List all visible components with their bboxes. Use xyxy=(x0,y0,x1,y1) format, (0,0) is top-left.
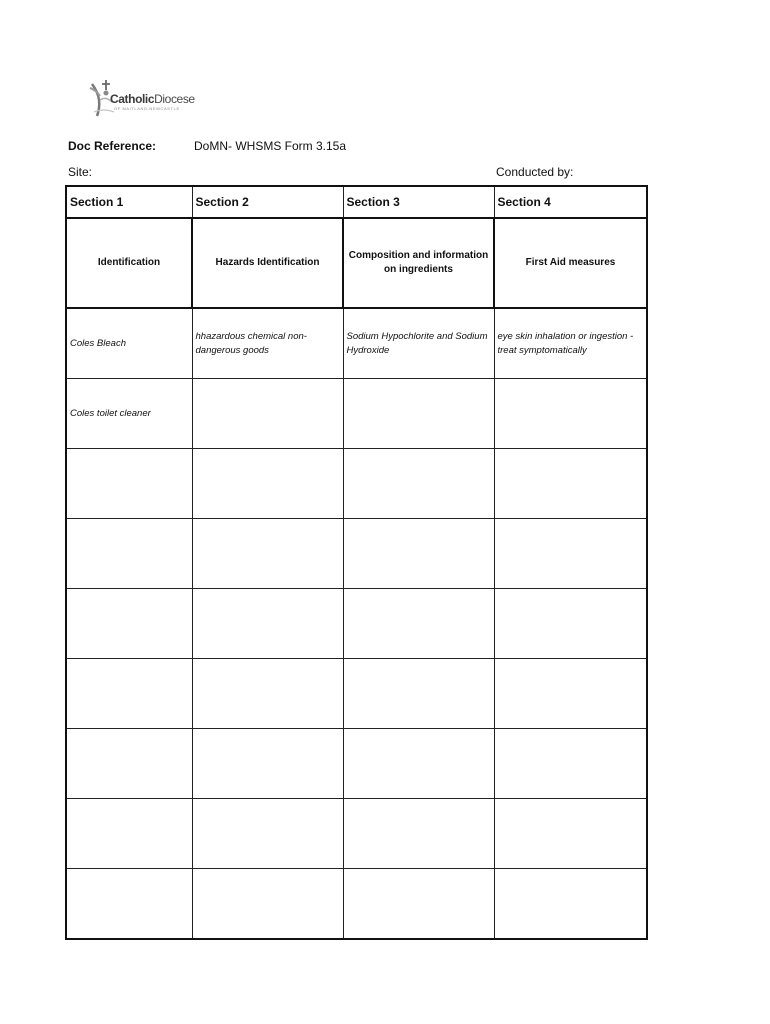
doc-reference-value: DoMN- WHSMS Form 3.15a xyxy=(194,139,347,153)
hazards-cell[interactable] xyxy=(192,449,343,519)
logo-subtitle: OF MAITLAND-NEWCASTLE xyxy=(114,106,180,111)
table-row xyxy=(66,869,647,940)
composition-cell[interactable] xyxy=(343,729,494,799)
section-1-cell: Section 1 xyxy=(66,186,192,218)
first-aid-cell[interactable] xyxy=(494,729,647,799)
first-aid-cell[interactable] xyxy=(494,589,647,659)
hazards-cell[interactable] xyxy=(192,799,343,869)
hazards-cell[interactable] xyxy=(192,659,343,729)
catholic-diocese-logo xyxy=(86,78,196,120)
composition-cell[interactable] xyxy=(343,799,494,869)
logo-word-diocese: Diocese xyxy=(154,92,195,106)
first-aid-cell[interactable]: eye skin inhalation or ingestion - treat symptomatically xyxy=(494,308,647,379)
composition-cell[interactable] xyxy=(343,869,494,940)
identification-cell[interactable]: Coles Bleach xyxy=(66,308,192,379)
identification-cell[interactable]: Coles toilet cleaner xyxy=(66,379,192,449)
composition-cell[interactable] xyxy=(343,659,494,729)
composition-cell[interactable] xyxy=(343,379,494,449)
hazards-cell[interactable] xyxy=(192,379,343,449)
first-aid-heading: First Aid measures xyxy=(494,218,647,308)
table-row xyxy=(66,799,647,869)
hazards-cell[interactable] xyxy=(192,589,343,659)
doc-reference-label: Doc Reference: xyxy=(68,139,157,153)
section-header-row xyxy=(66,186,647,218)
hazards-cell[interactable]: hhazardous chemical non-dangerous goods xyxy=(192,308,343,379)
first-aid-cell[interactable] xyxy=(494,519,647,589)
hazards-cell[interactable] xyxy=(192,519,343,589)
composition-heading: Composition and information on ingredients xyxy=(343,218,494,308)
column-heading-row xyxy=(66,218,647,308)
table-row xyxy=(66,519,647,589)
identification-cell[interactable] xyxy=(66,869,192,940)
identification-cell[interactable] xyxy=(66,729,192,799)
identification-cell[interactable] xyxy=(66,659,192,729)
section-3-cell: Section 3 xyxy=(343,186,494,218)
hazard-form-table xyxy=(65,185,648,940)
logo-word-catholic: Catholic xyxy=(110,92,155,106)
identification-cell[interactable] xyxy=(66,449,192,519)
composition-cell[interactable] xyxy=(343,519,494,589)
table-row xyxy=(66,308,647,379)
conducted-by-label: Conducted by: xyxy=(496,165,574,179)
identification-heading: Identification xyxy=(66,218,192,308)
section-4-cell: Section 4 xyxy=(494,186,647,218)
section-2-cell: Section 2 xyxy=(192,186,343,218)
hazards-cell[interactable] xyxy=(192,729,343,799)
first-aid-cell[interactable] xyxy=(494,379,647,449)
identification-cell[interactable] xyxy=(66,589,192,659)
hazards-cell[interactable] xyxy=(192,869,343,940)
composition-cell[interactable] xyxy=(343,449,494,519)
table-row xyxy=(66,659,647,729)
first-aid-cell[interactable] xyxy=(494,869,647,940)
composition-cell[interactable]: Sodium Hypochlorite and Sodium Hydroxide xyxy=(343,308,494,379)
first-aid-cell[interactable] xyxy=(494,659,647,729)
first-aid-cell[interactable] xyxy=(494,799,647,869)
table-row xyxy=(66,729,647,799)
first-aid-cell[interactable] xyxy=(494,449,647,519)
table-row xyxy=(66,379,647,449)
identification-cell[interactable] xyxy=(66,799,192,869)
table-row xyxy=(66,589,647,659)
site-label: Site: xyxy=(68,165,93,179)
composition-cell[interactable] xyxy=(343,589,494,659)
hazards-identification-heading: Hazards Identification xyxy=(192,218,343,308)
table-row xyxy=(66,449,647,519)
identification-cell[interactable] xyxy=(66,519,192,589)
